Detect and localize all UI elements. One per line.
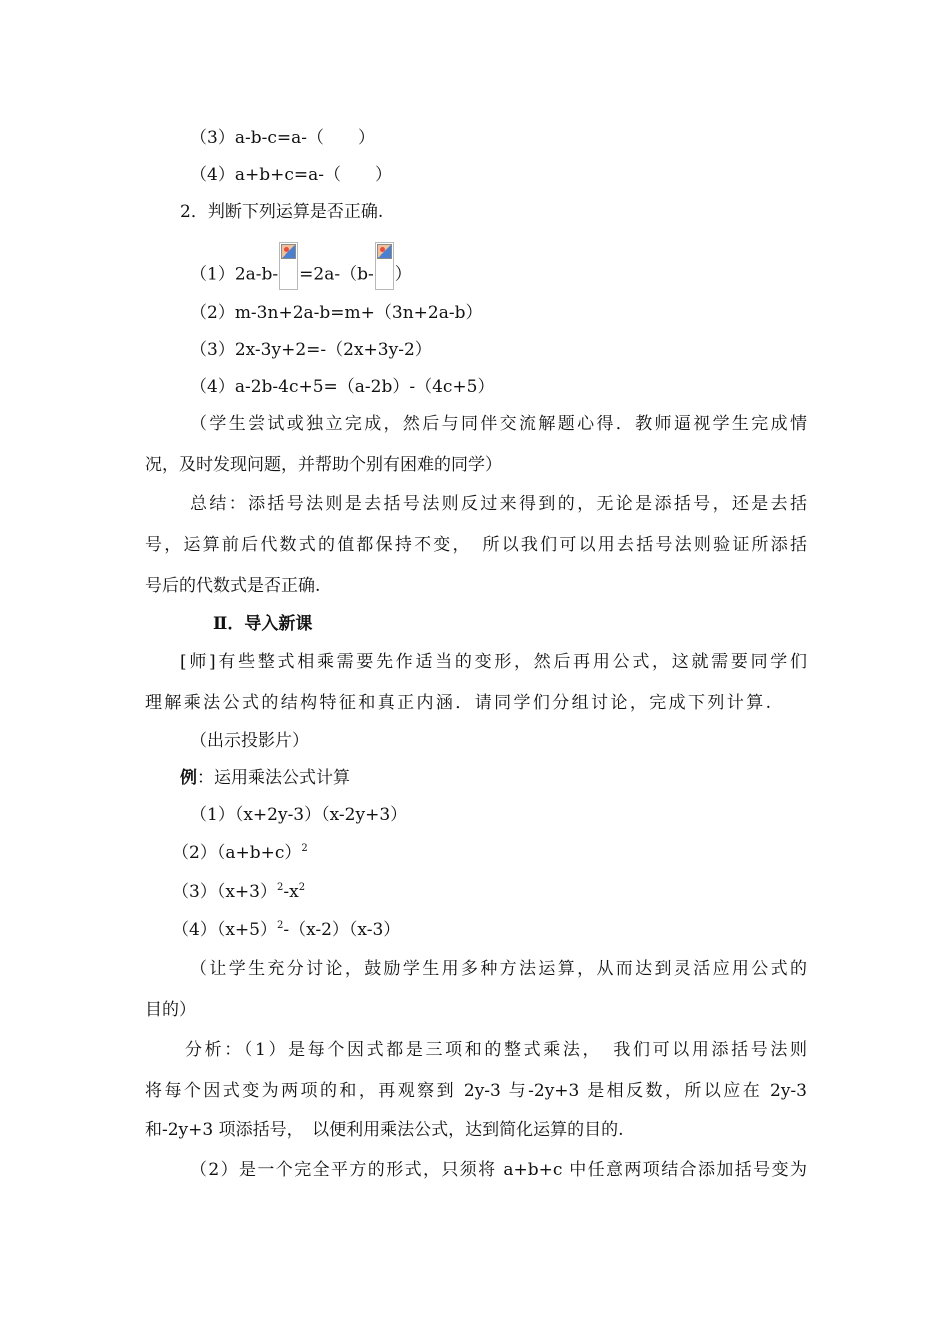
example-item: （1）（x+2y-3）（x-2y+3） xyxy=(190,805,408,825)
exercise-line: （3）a-b-c=a-（ ） xyxy=(190,128,375,148)
analysis-line: （2）是一个完全平方的形式，只须将 a+b+c 中任意两项结合添加括号变为 xyxy=(190,1160,807,1180)
analysis-line: 和-2y+3 项添括号， 以便利用乘法公式，达到简化运算的目的. xyxy=(145,1120,624,1140)
image-icon xyxy=(281,244,296,259)
paragraph-line: （让学生充分讨论，鼓励学生用多种方法运算，从而达到灵活应用公式的 xyxy=(190,959,807,979)
analysis-line: 分析：（1）是每个因式都是三项和的整式乘法， 我们可以用添括号法则 xyxy=(185,1040,807,1060)
paragraph-line: （出示投影片） xyxy=(190,731,309,751)
example-item: $(3)(x+3)^2-x^2$ xyxy=(172,882,306,902)
exercise-line: （2）m-3n+2a-b=m+（3n+2a-b） xyxy=(190,303,483,323)
exercise-line: （4）a-2b-4c+5=（a-2b）-（4c+5） xyxy=(190,377,495,397)
example-item: $(4)(x+5)^2-(x-2)(x-3)$ xyxy=(172,920,401,940)
summary-line: 号，运算前后代数式的值都保持不变， 所以我们可以用去括号法则验证所添括 xyxy=(145,535,807,555)
broken-image-placeholder xyxy=(375,242,394,290)
paragraph-line: 况，及时发现问题，并帮助个别有困难的同学） xyxy=(145,455,502,475)
summary-line: 总结：添括号法则是去括号法则反过来得到的，无论是添括号，还是去括 xyxy=(190,494,807,514)
paragraph-line: 目的） xyxy=(145,1000,196,1020)
paragraph-line: 理解乘法公式的结构特征和真正内涵．请同学们分组讨论，完成下列计算. xyxy=(145,693,771,713)
image-icon xyxy=(377,244,392,259)
example-heading: 例：运用乘法公式计算 xyxy=(180,768,350,788)
section-heading: Ⅱ．导入新课 xyxy=(213,614,313,634)
summary-line: 号后的代数式是否正确. xyxy=(145,576,321,596)
paragraph-line: （学生尝试或独立完成，然后与同伴交流解题心得．教师逼视学生完成情 xyxy=(190,414,807,434)
example-item: $(2)(a+b+c)^2$ xyxy=(172,843,308,863)
exercise-line: （1）2a-b- =2a-（b- ） xyxy=(190,251,412,299)
broken-image-placeholder xyxy=(279,242,298,290)
paragraph-line: [师]有些整式相乘需要先作适当的变形，然后再用公式，这就需要同学们 xyxy=(180,652,807,672)
analysis-line: 将每个因式变为两项的和，再观察到 2y-3 与-2y+3 是相反数，所以应在 2y-3 xyxy=(145,1081,807,1101)
exercise-line: （3）2x-3y+2=-（2x+3y-2） xyxy=(190,340,432,360)
question-heading: 2．判断下列运算是否正确. xyxy=(180,202,384,222)
exercise-line: （4）a+b+c=a-（ ） xyxy=(190,165,392,185)
